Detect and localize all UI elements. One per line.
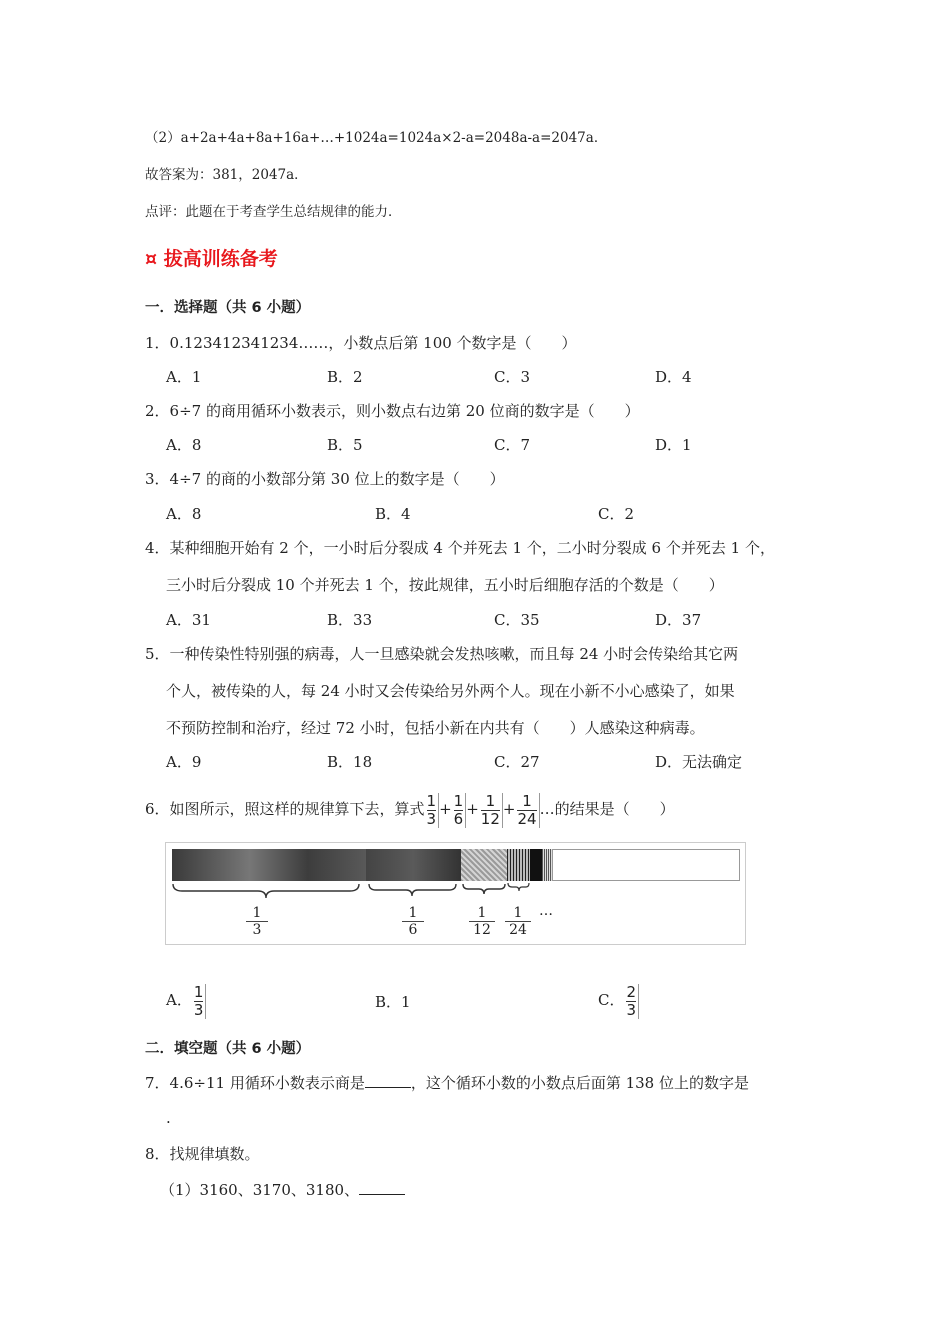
q6-stem-suffix: …的结果是（ ） (539, 800, 675, 818)
q7-stem-a: 7．4.6÷11 用循环小数表示商是 (145, 1074, 365, 1092)
part1-title: 一．选择题（共 6 小题） (145, 300, 311, 316)
q2-stem: 2．6÷7 的商用循环小数表示，则小数点右边第 20 位商的数字是（ ） (145, 402, 640, 420)
q6-fraction-2: $\frac{1}{6}$ (452, 793, 467, 828)
section-heading: ¤ 拔高训练备考 (145, 248, 278, 270)
q3-stem: 3．4÷7 的商的小数部分第 30 位上的数字是（ ） (145, 470, 505, 488)
q3-option-a: A．8 (166, 505, 202, 523)
q5-option-a: A．9 (166, 753, 202, 771)
fraction-bar-figure (165, 842, 746, 945)
q3-option-b: B．4 (375, 505, 411, 523)
q2-option-b: B．5 (327, 436, 363, 454)
figure-ellipsis: … (539, 903, 553, 919)
q5-option-b: B．18 (327, 753, 373, 771)
q7-end: . (166, 1109, 171, 1127)
brace-one-third (173, 884, 359, 898)
figure-label-1-24: 1 24 (505, 905, 531, 938)
q6-fraction-4: $\frac{1}{24}$ (515, 793, 539, 828)
q6-expression: $\frac{1}{3}$ + $\frac{1}{6}$ + $\frac{1}{12}$ + $\frac{1}{24}$ (425, 800, 540, 818)
q4-option-a: A．31 (166, 611, 211, 629)
q8-sub1-text: （1）3160、3170、3180、 (160, 1181, 360, 1199)
q6-option-a-fraction: $\frac{1}{3}$ (192, 984, 207, 1019)
q6-option-c-fraction: $\frac{2}{3}$ (624, 984, 639, 1019)
q3-option-c: C．2 (598, 505, 635, 523)
q4-option-b: B．33 (327, 611, 373, 629)
solution-line: （2）a+2a+4a+8a+16a+…+1024a=1024a×2-a=2048a-a=2047a． (145, 130, 608, 146)
q4-option-c: C．35 (494, 611, 540, 629)
q7-answer-blank[interactable] (365, 1087, 411, 1088)
q2-option-c: C．7 (494, 436, 531, 454)
q6-option-c: C． $\frac{2}{3}$ (598, 980, 639, 1020)
q6-fraction-1: $\frac{1}{3}$ (425, 793, 440, 828)
q5-stem-line3: 不预防控制和治疗，经过 72 小时，包括小新在内共有（ ）人感染这种病毒。 (166, 719, 705, 737)
q1-stem: 1．0.123412341234……，小数点后第 100 个数字是（ ） (145, 334, 577, 352)
answer-line: 故答案为：381，2047a． (145, 167, 308, 183)
q8-sub1 (160, 1180, 405, 1200)
q6-stem-prefix: 6．如图所示，照这样的规律算下去，算式 (145, 800, 425, 818)
q7-stem (145, 1073, 749, 1093)
brace-one-24th (508, 883, 529, 891)
q2-option-a: A．8 (166, 436, 202, 454)
q5-option-c: C．27 (494, 753, 540, 771)
q5-stem-line2: 个人，被传染的人，每 24 小时又会传染给另外两个人。现在小新不小心感染了，如果 (166, 682, 735, 700)
q4-stem-line2: 三小时后分裂成 10 个并死去 1 个，按此规律，五小时后细胞存活的个数是（ ） (166, 576, 724, 594)
q6-option-b: B．1 (375, 993, 411, 1011)
brace-one-sixth (369, 884, 456, 896)
q4-option-d: D．37 (655, 611, 702, 629)
q4-stem-line1: 4．某种细胞开始有 2 个，一小时后分裂成 4 个并死去 1 个，二小时分裂成 6 个并死去 1 个， (145, 539, 775, 557)
q8-stem: 8．找规律填数。 (145, 1145, 260, 1163)
comment-line: 点评：此题在于考查学生总结规律的能力． (145, 204, 402, 220)
brace-one-twelfth (463, 884, 505, 894)
figure-label-1-6: 1 6 (402, 905, 424, 938)
q6-stem (145, 786, 675, 832)
q2-option-d: D．1 (655, 436, 692, 454)
q6-fraction-3: $\frac{1}{12}$ (479, 793, 503, 828)
q5-stem-line1: 5．一种传染性特别强的病毒，人一旦感染就会发热咳嗽，而且每 24 小时会传染给其它两 (145, 645, 739, 663)
q1-option-b: B．2 (327, 368, 363, 386)
q5-option-d: D．无法确定 (655, 753, 743, 771)
q7-stem-b: ，这个循环小数的小数点后面第 138 位上的数字是 (410, 1074, 749, 1092)
part2-title: 二．填空题（共 6 小题） (145, 1041, 311, 1057)
q1-option-d: D．4 (655, 368, 692, 386)
q1-option-a: A．1 (166, 368, 202, 386)
figure-label-1-12: 1 12 (469, 905, 495, 938)
q6-option-a: A． $\frac{1}{3}$ (166, 980, 206, 1020)
q8-sub1-blank[interactable] (359, 1194, 405, 1195)
q1-option-c: C．3 (494, 368, 531, 386)
figure-label-1-3: 1 3 (246, 905, 268, 938)
